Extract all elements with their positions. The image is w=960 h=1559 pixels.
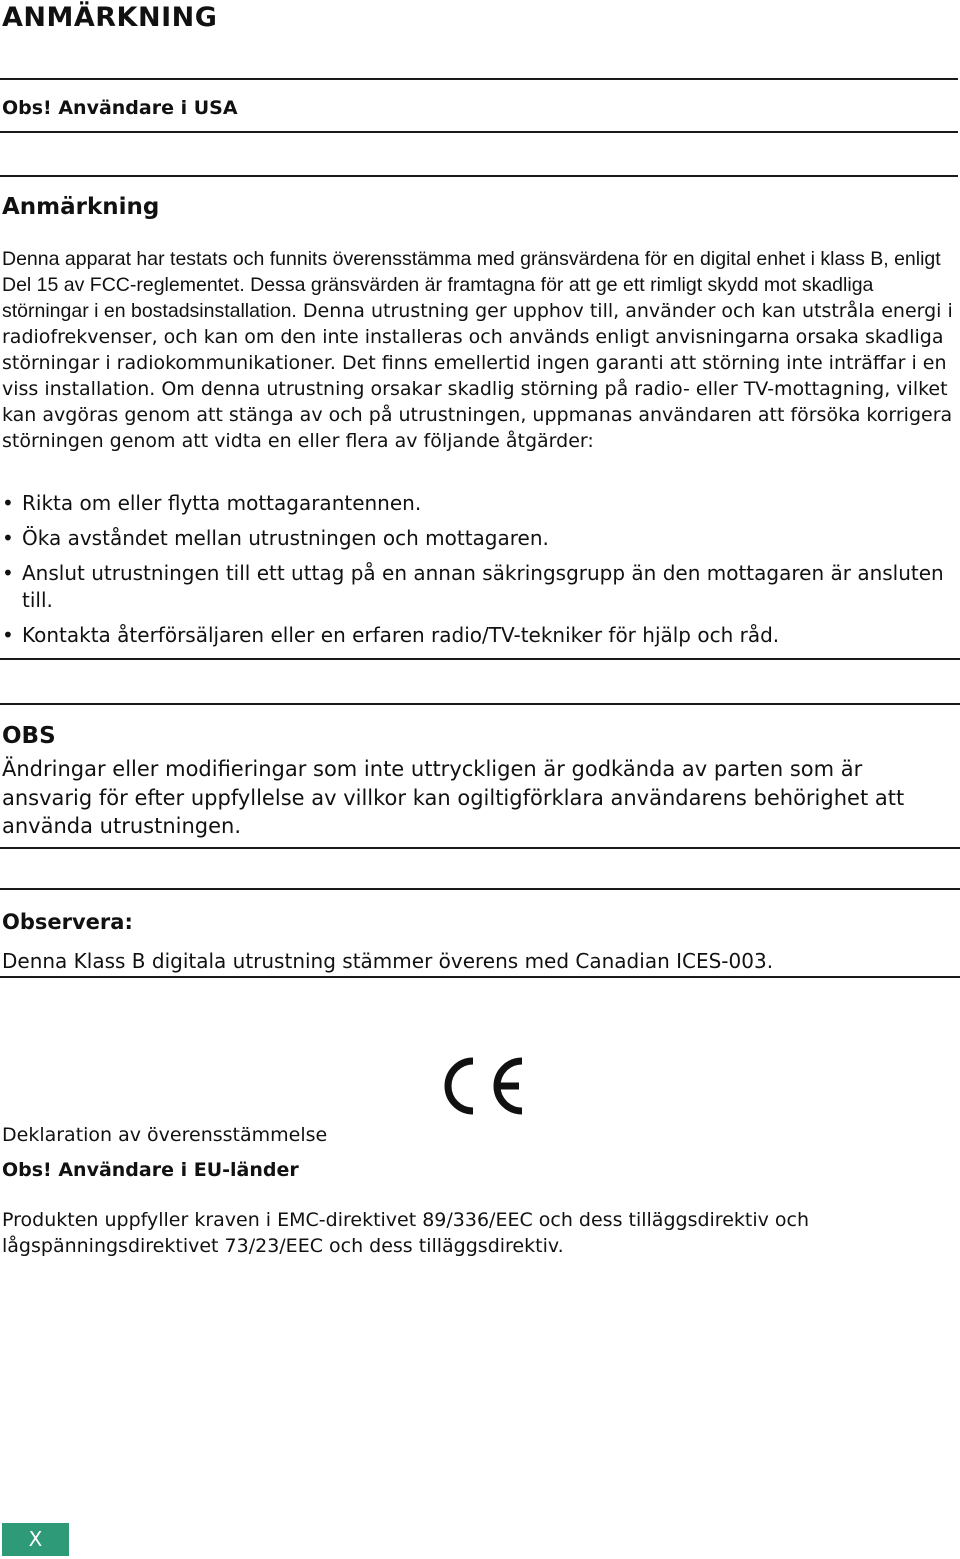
eu-text: Produkten uppfyller kraven i EMC-direktivet 89/336/EEC och dess tilläggsdirektiv och lågspänningsdirektivet 73/23/EEC och dess tilläggsdirektiv.	[2, 1209, 810, 1257]
ce-mark-icon	[436, 1054, 526, 1118]
list-item: • Rikta om eller flytta mottagarantennen.	[2, 490, 952, 517]
canada-text: Denna Klass B digitala utrustning stämmer överens med Canadian ICES-003.	[2, 949, 774, 973]
fcc-paragraph-part1: Denna apparat har testats och funnits överensstämma med gränsvärdena för en digital enhet i klass B, enligt Del 15 av FCC-reglementet. Dessa gränsvärden är framtagna för att ge ett rimligt skydd mot skadliga störningar i en bostadsinstallation.	[2, 248, 941, 322]
canada-heading: Observera:	[2, 910, 133, 934]
divider	[0, 888, 960, 890]
list-item: • Öka avståndet mellan utrustningen och mottagaren.	[2, 525, 952, 552]
fcc-paragraph-part2: Denna utrustning ger upphov till, använder och kan utstråla energi i radiofrekvenser, och kan om den inte installeras och används enligt anvisningarna orsaka skadliga störningar i radiokommunikationer. Det finns emellertid ingen garanti att störning inte inträffar i en viss installation. Om denna utrustning orsakar skadlig störning på radio- eller TV-mottagning, vilket kan avgöras genom att stänga av och på utrustningen, uppmanas användaren att försöka korrigera störningen genom att vidta en eller flera av följande åtgärder:	[2, 300, 953, 452]
divider	[0, 78, 958, 80]
obs-text: Ändringar eller modifieringar som inte uttryckligen är godkända av parten som är ansvarig för efter uppfyllelse av villkor kan ogiltigförklara användarens behörighet att använda utrustningen.	[2, 757, 905, 838]
page-title: ANMÄRKNING	[2, 2, 218, 33]
obs-heading: OBS	[2, 723, 56, 749]
divider	[0, 847, 960, 849]
fcc-paragraph	[2, 246, 958, 454]
divider	[0, 976, 960, 978]
list-item: • Anslut utrustningen till ett uttag på en annan säkringsgrupp än den mottagaren är ansluten till.	[2, 560, 952, 614]
divider	[0, 175, 958, 177]
divider	[0, 131, 958, 133]
fcc-heading: Anmärkning	[2, 194, 160, 220]
fcc-measures-list	[2, 490, 952, 657]
divider	[0, 703, 960, 705]
declaration-text: Deklaration av överensstämmelse	[2, 1124, 328, 1146]
list-item: • Kontakta återförsäljaren eller en erfaren radio/TV-tekniker för hjälp och råd.	[2, 622, 952, 649]
divider	[0, 658, 960, 660]
page-number: X	[2, 1523, 69, 1556]
usa-heading: Obs! Användare i USA	[2, 97, 238, 119]
eu-heading: Obs! Användare i EU-länder	[2, 1159, 299, 1181]
